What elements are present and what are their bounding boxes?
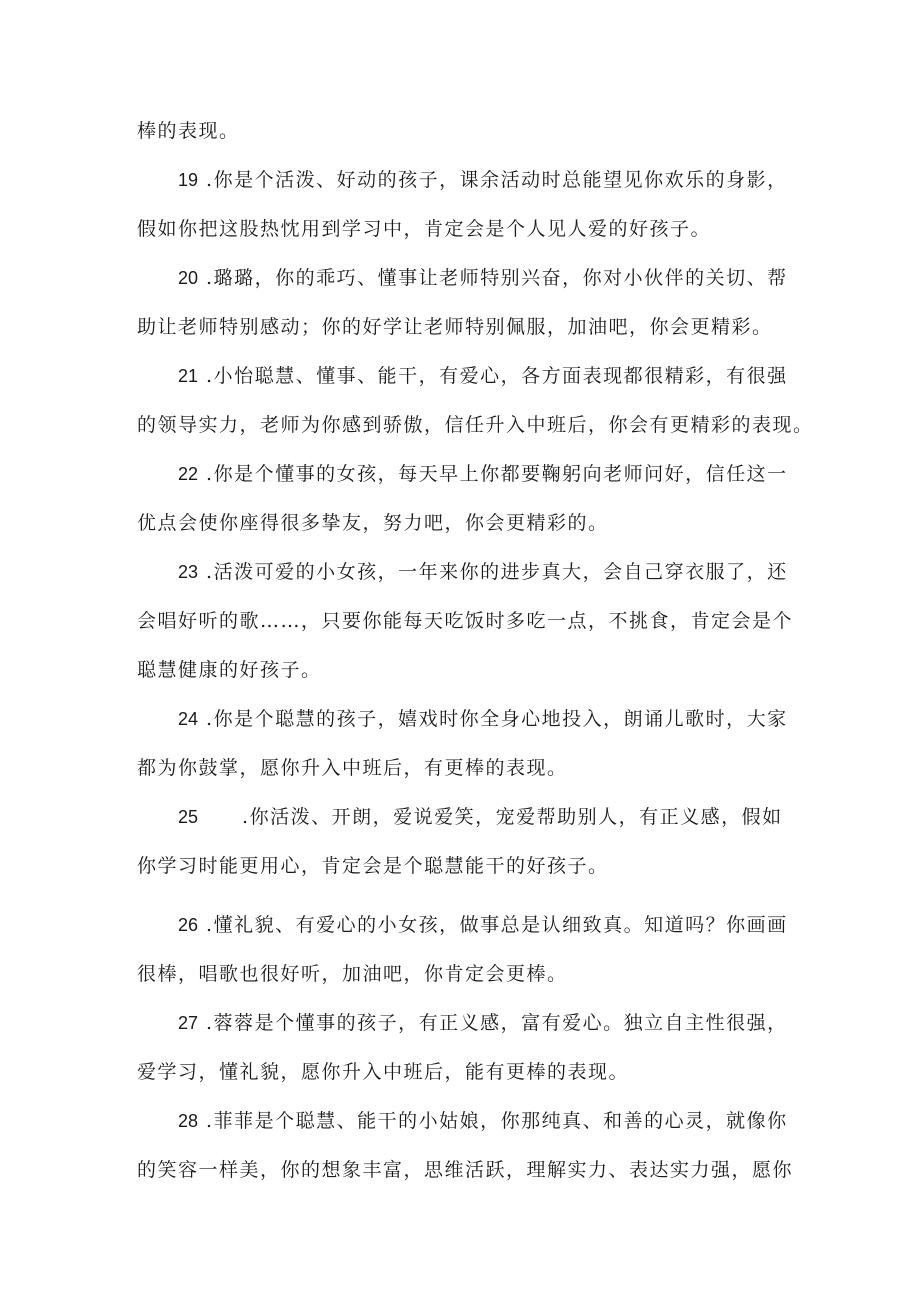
line-text: .蓉蓉是个懂事的孩子，有正义感，富有爱心。独立自主性很强， [206, 1012, 788, 1034]
line-text: 助让老师特别感动；你的好学让老师特别佩服，加油吧，你会更精彩。 [137, 316, 773, 338]
item-number: 28 [178, 1111, 199, 1131]
item-number: 21 [178, 366, 199, 386]
item-23-line-2 [137, 608, 793, 634]
item-26-line-1 [178, 912, 788, 938]
line-text: .小怡聪慧、懂事、能干，有爱心，各方面表现都很精彩，有很强 [206, 365, 788, 387]
item-23-line-3 [137, 657, 322, 683]
line-text: .你是个懂事的女孩，每天早上你都要鞠躬向老师问好，信任这一 [206, 463, 788, 485]
item-number: 23 [178, 562, 199, 582]
line-text: .你是个聪慧的孩子，嬉戏时你全身心地投入，朗诵儿歌时，大家 [206, 708, 788, 730]
item-number: 27 [178, 1013, 199, 1033]
line-text: 优点会使你座得很多挚友，努力吧，你会更精彩的。 [137, 512, 609, 534]
item-24-line-1 [178, 706, 788, 732]
line-text: 的笑容一样美，你的想象丰富，思维活跃，理解实力、表达实力强，愿你 [137, 1159, 794, 1181]
item-28-line-2 [137, 1157, 793, 1183]
item-23-line-1 [178, 559, 788, 585]
line-text: 你学习时能更用心，肯定会是个聪慧能干的好孩子。 [137, 855, 609, 877]
line-text: .你活泼、开朗，爱说爱笑，宠爱帮助别人，有正义感，假如 [242, 806, 783, 828]
line-text: 很棒，唱歌也很好听，加油吧，你肯定会更棒。 [137, 963, 568, 985]
item-22-line-1 [178, 461, 788, 487]
item-number: 25 [178, 807, 199, 827]
line-text: 假如你把这股热忱用到学习中，肯定会是个人见人爱的好孩子。 [137, 218, 712, 240]
item-27-line-2 [137, 1059, 629, 1085]
item-27-line-1 [178, 1010, 788, 1036]
item-20-line-1 [178, 265, 788, 291]
line-text: .活泼可爱的小女孩，一年来你的进步真大，会自己穿衣服了，还 [206, 561, 788, 583]
line-text: 都为你鼓掌，愿你升入中班后，有更棒的表现。 [137, 757, 568, 779]
item-number: 26 [178, 915, 199, 935]
line-text: 的领导实力，老师为你感到骄傲，信任升入中班后，你会有更精彩的表现。 [137, 414, 814, 436]
item-21-line-1 [178, 363, 788, 389]
item-number: 24 [178, 709, 199, 729]
item-number: 19 [178, 170, 199, 190]
item-28-line-1 [178, 1108, 788, 1134]
line-text: 爱学习，懂礼貌，愿你升入中班后，能有更棒的表现。 [137, 1061, 630, 1083]
item-21-line-2 [137, 412, 814, 438]
item-25-line-1 [178, 804, 783, 830]
item-20-line-2 [137, 314, 773, 340]
item-22-line-2 [137, 510, 609, 536]
line-text: .菲菲是个聪慧、能干的小姑娘，你那纯真、和善的心灵，就像你 [206, 1110, 788, 1132]
item-26-line-2 [137, 961, 568, 987]
line-text: 棒的表现。 [137, 120, 240, 142]
line-text: .璐璐，你的乖巧、懂事让老师特别兴奋，你对小伙伴的关切、帮 [206, 267, 788, 289]
line-text: .你是个活泼、好动的孩子，课余活动时总能望见你欢乐的身影， [206, 169, 788, 191]
item-24-line-2 [137, 755, 568, 781]
line-text: .懂礼貌、有爱心的小女孩，做事总是认细致真。知道吗？你画画 [206, 914, 788, 936]
item-19-line-2 [137, 216, 711, 242]
line-0 [137, 118, 240, 144]
item-number: 22 [178, 464, 199, 484]
line-text: 聪慧健康的好孩子。 [137, 659, 322, 681]
item-19-line-1 [178, 167, 788, 193]
item-25-line-2 [137, 853, 609, 879]
item-number: 20 [178, 268, 199, 288]
line-text: 会唱好听的歌……，只要你能每天吃饭时多吃一点，不挑食，肯定会是个 [137, 610, 794, 632]
